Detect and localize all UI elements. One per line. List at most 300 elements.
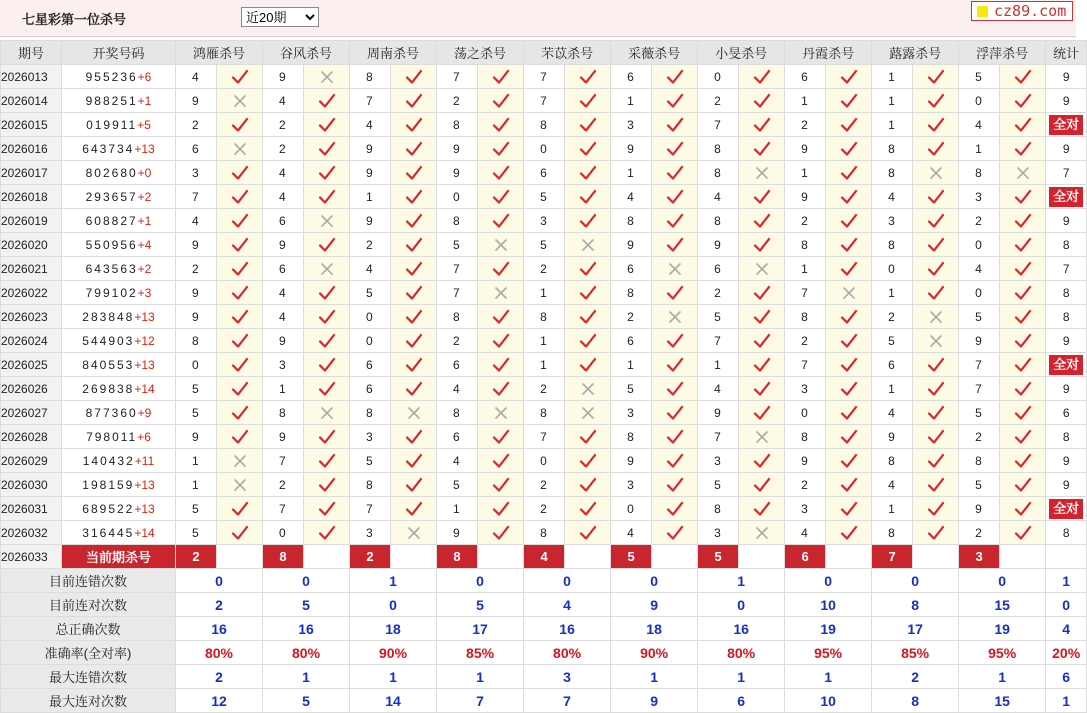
- kill-pick-cell: 8: [785, 233, 826, 257]
- check-icon: [739, 69, 784, 85]
- cross-icon: [1000, 166, 1045, 180]
- check-icon: [391, 69, 436, 85]
- result-cell: [1000, 161, 1046, 185]
- kill-pick-cell: 8: [437, 401, 478, 425]
- check-icon: [565, 261, 610, 277]
- period-cell: 2026024: [1, 329, 62, 353]
- summary-value: 5: [437, 593, 524, 617]
- kill-pick-cell: 0: [959, 233, 1000, 257]
- result-cell: [1000, 233, 1046, 257]
- kill-pick-cell: 6: [176, 137, 217, 161]
- kill-pick-cell: 9: [785, 449, 826, 473]
- result-cell: [391, 353, 437, 377]
- kill-pick-cell: 5: [176, 377, 217, 401]
- header-expert-6: 采薇杀号: [611, 41, 698, 65]
- check-icon: [565, 189, 610, 205]
- kill-pick-cell: 8: [350, 473, 391, 497]
- cross-icon: [565, 406, 610, 420]
- result-cell: [652, 425, 698, 449]
- kill-pick-cell: 1: [524, 353, 565, 377]
- result-cell: [826, 161, 872, 185]
- result-cell: [565, 65, 611, 89]
- result-cell: [913, 137, 959, 161]
- kill-pick-cell: 8: [872, 161, 913, 185]
- result-cell: [1000, 305, 1046, 329]
- kill-pick-cell: 9: [176, 233, 217, 257]
- summary-value: 8: [872, 593, 959, 617]
- kill-pick-cell: 2: [524, 497, 565, 521]
- result-cell: [478, 209, 524, 233]
- summary-value: 16: [698, 617, 785, 641]
- result-cell: [304, 353, 350, 377]
- result-cell: [217, 137, 263, 161]
- check-icon: [478, 357, 523, 373]
- draw-number-cell: [62, 89, 176, 113]
- kill-pick-cell: 3: [698, 449, 739, 473]
- result-cell: [913, 65, 959, 89]
- check-icon: [304, 501, 349, 517]
- result-cell: [304, 497, 350, 521]
- summary-value: 0: [611, 569, 698, 593]
- check-icon: [826, 213, 871, 229]
- result-cell: [826, 497, 872, 521]
- summary-value: 0: [959, 569, 1046, 593]
- result-cell: [913, 113, 959, 137]
- cross-icon: [304, 406, 349, 420]
- summary-value: 18: [611, 617, 698, 641]
- summary-value: 18: [350, 617, 437, 641]
- kill-pick-cell: 4: [959, 257, 1000, 281]
- check-icon: [826, 453, 871, 469]
- summary-value: 0: [785, 569, 872, 593]
- kill-pick-cell: 1: [785, 89, 826, 113]
- result-cell: [1000, 425, 1046, 449]
- kill-pick-cell: 1: [872, 113, 913, 137]
- result-cell: [1000, 281, 1046, 305]
- check-icon: [826, 429, 871, 445]
- summary-value: 6: [1046, 665, 1087, 689]
- check-icon: [217, 405, 262, 421]
- kill-pick-cell: 7: [263, 497, 304, 521]
- result-cell: [565, 329, 611, 353]
- result-cell: [565, 305, 611, 329]
- summary-value: 1: [437, 665, 524, 689]
- table-row: [1, 449, 1087, 473]
- result-cell: [565, 449, 611, 473]
- kill-pick-cell: 9: [698, 401, 739, 425]
- table-row: [1, 161, 1087, 185]
- draw-number-cell: [62, 473, 176, 497]
- check-icon: [1000, 93, 1045, 109]
- check-icon: [826, 165, 871, 181]
- kill-pick-cell: 4: [698, 185, 739, 209]
- cross-icon: [217, 94, 262, 108]
- check-icon: [391, 189, 436, 205]
- result-cell: [391, 377, 437, 401]
- check-icon: [739, 213, 784, 229]
- check-icon: [478, 93, 523, 109]
- result-cell: [1000, 353, 1046, 377]
- header-expert-4: 荡之杀号: [437, 41, 524, 65]
- summary-value: 1: [785, 665, 872, 689]
- check-icon: [913, 285, 958, 301]
- result-cell: [826, 401, 872, 425]
- check-icon: [304, 357, 349, 373]
- check-icon: [478, 117, 523, 133]
- kill-pick-cell: 4: [350, 257, 391, 281]
- check-icon: [391, 117, 436, 133]
- result-cell: [391, 185, 437, 209]
- summary-row: [1, 569, 1087, 593]
- result-cell: [478, 257, 524, 281]
- summary-value: 2: [176, 665, 263, 689]
- check-icon: [391, 93, 436, 109]
- check-icon: [1000, 453, 1045, 469]
- kill-pick-cell: 0: [350, 329, 391, 353]
- current-kill-value: 8: [437, 545, 478, 569]
- result-cell: [652, 377, 698, 401]
- result-cell: [304, 257, 350, 281]
- result-cell: [478, 161, 524, 185]
- check-icon: [391, 381, 436, 397]
- result-cell: [739, 473, 785, 497]
- kill-pick-cell: 9: [263, 65, 304, 89]
- kill-pick-cell: 8: [611, 209, 652, 233]
- stat-cell: 6: [1046, 401, 1087, 425]
- result-cell: [1000, 377, 1046, 401]
- check-icon: [565, 309, 610, 325]
- result-cell: [826, 425, 872, 449]
- summary-row: [1, 641, 1087, 665]
- kill-pick-cell: 3: [959, 185, 1000, 209]
- draw-digits: 798011: [86, 429, 138, 444]
- check-icon: [391, 357, 436, 373]
- stat-cell: 8: [1046, 281, 1087, 305]
- header-expert-7: 小旻杀号: [698, 41, 785, 65]
- result-cell: [652, 353, 698, 377]
- check-icon: [1000, 261, 1045, 277]
- draw-number-cell: [62, 425, 176, 449]
- cross-icon: [826, 286, 871, 300]
- check-icon: [565, 429, 610, 445]
- kill-pick-cell: 7: [350, 497, 391, 521]
- cross-icon: [391, 526, 436, 540]
- check-icon: [913, 117, 958, 133]
- summary-row: [1, 617, 1087, 641]
- kill-pick-cell: 3: [350, 425, 391, 449]
- summary-label: 最大连错次数: [1, 665, 176, 689]
- current-kill-blank: [478, 545, 524, 569]
- result-cell: [391, 281, 437, 305]
- kill-pick-cell: 7: [350, 89, 391, 113]
- check-icon: [913, 237, 958, 253]
- summary-value: 2: [176, 593, 263, 617]
- check-icon: [826, 525, 871, 541]
- kill-pick-cell: 7: [263, 449, 304, 473]
- result-cell: [217, 377, 263, 401]
- cross-icon: [739, 526, 784, 540]
- header-stat: 统计: [1046, 41, 1087, 65]
- kill-pick-cell: 7: [437, 65, 478, 89]
- check-icon: [391, 261, 436, 277]
- result-cell: [739, 329, 785, 353]
- kill-pick-cell: 3: [524, 209, 565, 233]
- result-cell: [739, 425, 785, 449]
- kill-pick-cell: 9: [785, 185, 826, 209]
- check-icon: [652, 381, 697, 397]
- check-icon: [217, 357, 262, 373]
- summary-value: 0: [350, 593, 437, 617]
- kill-pick-cell: 1: [524, 329, 565, 353]
- summary-value: 95%: [959, 641, 1046, 665]
- kill-pick-cell: 8: [698, 209, 739, 233]
- kill-pick-cell: 9: [176, 281, 217, 305]
- result-cell: [478, 449, 524, 473]
- result-cell: [565, 233, 611, 257]
- result-cell: [217, 161, 263, 185]
- draw-digits: 988251: [85, 93, 138, 108]
- summary-value: 16: [176, 617, 263, 641]
- kill-pick-cell: 9: [785, 137, 826, 161]
- cross-icon: [217, 478, 262, 492]
- kill-pick-cell: 5: [524, 233, 565, 257]
- summary-value: 19: [959, 617, 1046, 641]
- result-cell: [478, 113, 524, 137]
- kill-pick-cell: 2: [437, 89, 478, 113]
- check-icon: [739, 285, 784, 301]
- draw-sum: +6: [137, 69, 152, 84]
- check-icon: [739, 357, 784, 373]
- check-icon: [826, 141, 871, 157]
- table-row: [1, 89, 1087, 113]
- result-cell: [478, 353, 524, 377]
- kill-pick-cell: 0: [611, 497, 652, 521]
- check-icon: [565, 525, 610, 541]
- check-icon: [217, 261, 262, 277]
- result-cell: [304, 137, 350, 161]
- result-cell: [217, 257, 263, 281]
- draw-number-cell: [62, 305, 176, 329]
- draw-sum: +11: [134, 453, 155, 468]
- cross-icon: [304, 70, 349, 84]
- kill-pick-cell: 5: [872, 329, 913, 353]
- check-icon: [652, 525, 697, 541]
- kill-pick-cell: 1: [263, 377, 304, 401]
- draw-sum: +6: [137, 429, 151, 444]
- kill-pick-cell: 8: [437, 305, 478, 329]
- kill-pick-cell: 5: [959, 473, 1000, 497]
- current-kill-blank: [1000, 545, 1046, 569]
- current-kill-value: 2: [176, 545, 217, 569]
- draw-sum: +13: [134, 501, 155, 516]
- kill-pick-cell: 4: [263, 89, 304, 113]
- result-cell: [217, 425, 263, 449]
- check-icon: [826, 117, 871, 133]
- result-cell: [391, 449, 437, 473]
- check-icon: [304, 309, 349, 325]
- site-logo[interactable]: [971, 1, 1073, 21]
- kill-pick-cell: 5: [350, 281, 391, 305]
- summary-value: 0: [176, 569, 263, 593]
- draw-digits: 955236: [85, 69, 138, 84]
- kill-pick-cell: 1: [611, 161, 652, 185]
- check-icon: [1000, 309, 1045, 325]
- table-row: [1, 257, 1087, 281]
- current-kill-value: 6: [785, 545, 826, 569]
- result-cell: [391, 329, 437, 353]
- check-icon: [391, 165, 436, 181]
- kill-pick-cell: 0: [785, 401, 826, 425]
- summary-label: 目前连对次数: [1, 593, 176, 617]
- check-icon: [1000, 117, 1045, 133]
- draw-sum: +13: [134, 477, 155, 492]
- result-cell: [652, 185, 698, 209]
- header-expert-10: 浮萍杀号: [959, 41, 1046, 65]
- kill-pick-cell: 9: [350, 209, 391, 233]
- draw-number-cell: [62, 377, 176, 401]
- summary-value: 85%: [437, 641, 524, 665]
- result-cell: [391, 89, 437, 113]
- check-icon: [478, 309, 523, 325]
- result-cell: [478, 233, 524, 257]
- kill-pick-cell: 2: [263, 113, 304, 137]
- check-icon: [913, 453, 958, 469]
- check-icon: [478, 189, 523, 205]
- cross-icon: [565, 382, 610, 396]
- kill-pick-cell: 0: [524, 449, 565, 473]
- kill-pick-cell: 0: [350, 305, 391, 329]
- result-cell: [565, 353, 611, 377]
- result-cell: [304, 425, 350, 449]
- check-icon: [913, 501, 958, 517]
- result-cell: [217, 65, 263, 89]
- summary-value: 16: [524, 617, 611, 641]
- check-icon: [739, 381, 784, 397]
- all-correct-badge: 全对: [1049, 187, 1083, 207]
- check-icon: [826, 237, 871, 253]
- kill-pick-cell: 9: [611, 137, 652, 161]
- kill-pick-cell: 8: [524, 305, 565, 329]
- check-icon: [913, 141, 958, 157]
- summary-value: 9: [611, 689, 698, 713]
- kill-pick-cell: 7: [959, 377, 1000, 401]
- result-cell: [826, 377, 872, 401]
- summary-label: 最大连对次数: [1, 689, 176, 713]
- kill-pick-cell: 2: [524, 473, 565, 497]
- result-cell: [652, 401, 698, 425]
- check-icon: [1000, 141, 1045, 157]
- draw-digits: 316445: [82, 525, 135, 540]
- check-icon: [565, 501, 610, 517]
- kill-pick-cell: 9: [872, 425, 913, 449]
- summary-value: 85%: [872, 641, 959, 665]
- draw-sum: +1: [137, 213, 152, 228]
- draw-number-cell: [62, 281, 176, 305]
- cross-icon: [478, 238, 523, 252]
- draw-number-cell: [62, 137, 176, 161]
- kill-pick-cell: 0: [176, 353, 217, 377]
- summary-value: 1: [698, 665, 785, 689]
- kill-pick-cell: 4: [263, 161, 304, 185]
- check-icon: [652, 357, 697, 373]
- result-cell: [217, 329, 263, 353]
- check-icon: [217, 117, 262, 133]
- kill-pick-cell: 3: [176, 161, 217, 185]
- check-icon: [391, 285, 436, 301]
- kill-pick-cell: 5: [176, 401, 217, 425]
- result-cell: [304, 65, 350, 89]
- kill-pick-cell: 7: [959, 353, 1000, 377]
- kill-pick-cell: 0: [263, 521, 304, 545]
- summary-value: 7: [437, 689, 524, 713]
- result-cell: [652, 521, 698, 545]
- result-cell: [1000, 89, 1046, 113]
- kill-pick-cell: 1: [611, 353, 652, 377]
- kill-pick-cell: 9: [263, 233, 304, 257]
- check-icon: [391, 309, 436, 325]
- result-cell: [826, 257, 872, 281]
- check-icon: [826, 189, 871, 205]
- result-cell: [826, 305, 872, 329]
- check-icon: [565, 93, 610, 109]
- check-icon: [391, 477, 436, 493]
- period-cell: 2026032: [1, 521, 62, 545]
- result-cell: [478, 401, 524, 425]
- kill-pick-cell: 9: [350, 161, 391, 185]
- kill-pick-cell: 2: [176, 257, 217, 281]
- kill-pick-cell: 4: [785, 521, 826, 545]
- summary-value: 0: [872, 569, 959, 593]
- check-icon: [304, 237, 349, 253]
- result-cell: [826, 281, 872, 305]
- result-cell: [565, 185, 611, 209]
- kill-pick-cell: 0: [524, 137, 565, 161]
- check-icon: [739, 477, 784, 493]
- kill-pick-cell: 6: [350, 377, 391, 401]
- table-row: [1, 65, 1087, 89]
- result-cell: [652, 281, 698, 305]
- stat-cell: 8: [1046, 425, 1087, 449]
- result-cell: [913, 233, 959, 257]
- check-icon: [652, 453, 697, 469]
- result-cell: [565, 209, 611, 233]
- draw-number-cell: [62, 65, 176, 89]
- kill-pick-cell: 5: [611, 377, 652, 401]
- draw-sum: +14: [134, 381, 155, 396]
- stat-cell: 9: [1046, 329, 1087, 353]
- result-cell: [739, 521, 785, 545]
- check-icon: [913, 429, 958, 445]
- check-icon: [652, 141, 697, 157]
- check-icon: [565, 165, 610, 181]
- check-icon: [739, 141, 784, 157]
- check-icon: [1000, 381, 1045, 397]
- stat-cell: [1046, 113, 1087, 137]
- summary-value: 16: [263, 617, 350, 641]
- kill-pick-cell: 0: [959, 89, 1000, 113]
- summary-value: 0: [698, 593, 785, 617]
- kill-pick-cell: 6: [785, 65, 826, 89]
- kill-pick-cell: 6: [437, 353, 478, 377]
- stat-cell: 9: [1046, 449, 1087, 473]
- period-select[interactable]: [241, 7, 319, 27]
- current-kill-blank: [652, 545, 698, 569]
- kill-pick-cell: 6: [350, 353, 391, 377]
- result-cell: [304, 281, 350, 305]
- draw-sum: +14: [134, 525, 155, 540]
- result-cell: [217, 305, 263, 329]
- result-cell: [478, 89, 524, 113]
